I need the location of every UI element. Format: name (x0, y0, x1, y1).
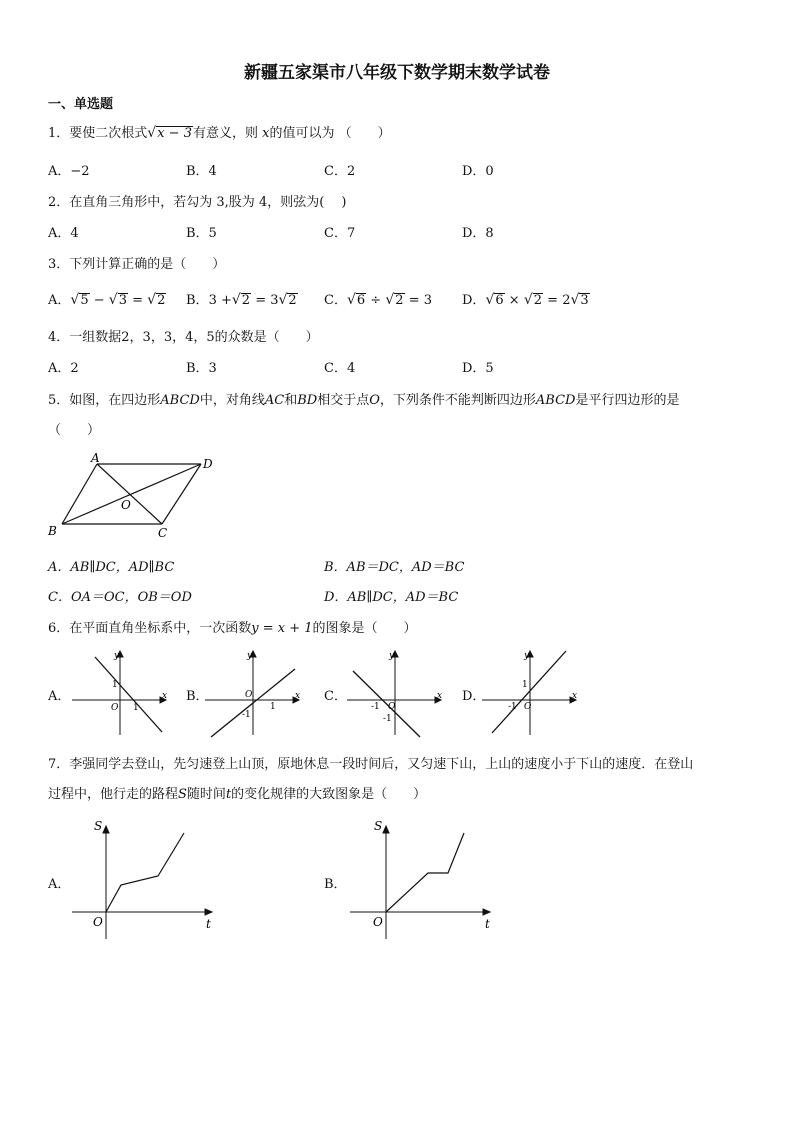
q5-option-b[interactable]: B．AB＝DC，AD＝BC (324, 560, 465, 575)
q1-radicand: x − 3 (157, 126, 192, 141)
tick-label-x: 1 (133, 703, 139, 713)
s-axis-arrow-icon (103, 826, 109, 833)
q6-option-d-label[interactable]: D． (462, 689, 486, 704)
q1-prefix: 1．要使二次根式 (48, 126, 148, 141)
t-axis-arrow-icon (483, 909, 490, 915)
q6-option-b-label[interactable]: B． (186, 689, 209, 704)
t-axis-label: t (206, 917, 211, 931)
s-axis-arrow-icon (383, 826, 389, 833)
q1-option-d[interactable]: D．0 (462, 164, 494, 179)
q2-option-c[interactable]: C．7 (324, 226, 356, 241)
option-label: C． (324, 293, 347, 308)
radicand: 6 (495, 293, 504, 308)
q5-option-c[interactable]: C．OA＝OC，OB＝OD (48, 590, 192, 605)
q6-graph-d[interactable] (480, 647, 580, 737)
sqrt-icon: √ (346, 292, 356, 308)
sqrt-icon: √ (570, 292, 580, 308)
question-6 (48, 617, 417, 636)
label-d: D (203, 457, 213, 471)
sqrt-icon: √ (108, 292, 118, 308)
q1-suffix-a: 有意义，则 (192, 126, 258, 141)
q1-var: x (262, 126, 270, 141)
q6-function: y = x + 1 (251, 621, 313, 636)
function-line (353, 671, 420, 737)
function-line (492, 651, 566, 733)
q6-option-c-label[interactable]: C． (324, 689, 347, 704)
q7-s: S (178, 787, 187, 802)
distance-time-curve (386, 833, 464, 912)
sqrt-icon: √ (147, 125, 157, 141)
radicand: 2 (395, 293, 404, 308)
origin-label: O (388, 702, 396, 712)
q5-text: 是平行四边形的是 (575, 393, 680, 408)
question-2: 2．在直角三角形中，若勾为 3,股为 4，则弦为( ) (48, 195, 347, 210)
page-title: 新疆五家渠市八年级下数学期末数学试卷 (244, 63, 550, 83)
q5-quad: ABCD (535, 393, 576, 408)
radicand: 2 (288, 293, 297, 308)
label-a: A (91, 451, 100, 465)
diagonal-bd (62, 464, 201, 524)
tick-label-x: -1 (371, 702, 380, 712)
question-3: 3．下列计算正确的是（ ） (48, 257, 226, 272)
q7-graph-a[interactable] (88, 815, 218, 933)
q5-text: 相交于点 (317, 393, 370, 408)
q1-suffix-b: 的值可以为 （ ） (269, 126, 391, 141)
operator: ÷ (370, 293, 382, 308)
diagonal-ac (97, 464, 162, 524)
q2-option-d[interactable]: D．8 (462, 226, 494, 241)
question-1 (48, 122, 391, 141)
q6-graph-a[interactable] (70, 647, 170, 737)
option-label: D． (462, 293, 486, 308)
q7-option-b-label[interactable]: B． (324, 877, 347, 892)
q3-option-c[interactable] (324, 289, 432, 308)
q7-t: t (225, 787, 232, 802)
q2-option-b[interactable]: B．5 (186, 226, 217, 241)
q6-text: 的图象是（ ） (312, 621, 417, 636)
operator: − (93, 293, 105, 308)
q5-option-d[interactable]: D．AB∥DC，AD＝BC (324, 590, 459, 605)
q4-option-b[interactable]: B．3 (186, 361, 217, 376)
label-c: C (158, 526, 168, 540)
q7-graph-b[interactable] (368, 815, 498, 933)
question-7-line-2 (48, 783, 426, 802)
parallelogram-figure (40, 448, 230, 543)
radicand: 5 (80, 293, 89, 308)
q4-option-d[interactable]: D．5 (462, 361, 494, 376)
q5-o: O (369, 393, 380, 408)
x-label: x (572, 691, 578, 701)
equals: = 3 (408, 293, 432, 308)
function-line (95, 657, 162, 732)
sqrt-icon: √ (231, 292, 241, 308)
option-label: B． (186, 293, 209, 308)
q7-option-a-label[interactable]: A． (48, 877, 71, 892)
question-7-line-1: 7．李强同学去登山，先匀速登上山顶，原地休息一段时间后，又匀速下山，上山的速度小于下山的速度．在登山 (48, 757, 694, 772)
side-ab (62, 464, 97, 524)
label-b: B (48, 524, 57, 538)
s-axis-label: S (374, 819, 383, 833)
sqrt-icon: √ (385, 292, 395, 308)
q3-option-d[interactable] (462, 289, 590, 308)
q5-paren: （ ） (48, 423, 101, 438)
radicand: 3 (580, 293, 589, 308)
q5-text: ，下列条件不能判断四边形 (379, 393, 536, 408)
origin-label: O (111, 703, 119, 713)
radicand: 3 (118, 293, 127, 308)
section-heading: 一、单选题 (48, 97, 114, 112)
x-label: x (437, 691, 443, 701)
q5-option-a[interactable]: A．AB∥DC，AD∥BC (48, 560, 175, 575)
tick-label-y: 1 (522, 680, 528, 690)
label-o: O (121, 498, 131, 512)
x-label: x (162, 691, 168, 701)
t-axis-label: t (485, 917, 490, 931)
radicand: 6 (356, 293, 366, 308)
s-axis-label: S (94, 819, 103, 833)
q1-option-b[interactable]: B．4 (186, 164, 217, 179)
q3-option-b[interactable] (186, 289, 298, 308)
equals: = 3 (255, 293, 279, 308)
equals: = (132, 293, 144, 308)
q4-option-c[interactable]: C．4 (324, 361, 356, 376)
sqrt-icon: √ (70, 292, 80, 308)
question-4: 4．一组数据2，3，3，4，5的众数是（ ） (48, 330, 319, 345)
sqrt-icon: √ (278, 292, 288, 308)
q3-option-a[interactable] (48, 289, 166, 308)
q6-graph-b[interactable] (203, 647, 303, 737)
q5-text: 5．如图，在四边形 (48, 393, 161, 408)
y-label: y (114, 651, 120, 661)
q4-option-a[interactable]: A．2 (48, 361, 79, 376)
sqrt-icon: √ (523, 292, 533, 308)
radicand: 2 (241, 293, 251, 308)
tick-label-x: 1 (270, 702, 276, 712)
q7-text: 随时间 (186, 787, 226, 802)
tick-label-y: 1 (112, 680, 118, 690)
sqrt-icon: √ (147, 292, 157, 308)
y-label: y (524, 651, 530, 661)
tick-label-y: -1 (383, 714, 392, 724)
q6-text: 6．在平面直角坐标系中，一次函数 (48, 621, 252, 636)
origin-label: O (524, 702, 532, 712)
radicand: 2 (533, 293, 543, 308)
q1-option-c[interactable]: C．2 (324, 164, 356, 179)
q5-bd: BD (297, 393, 318, 408)
q1-option-a[interactable]: A．−2 (48, 164, 90, 179)
origin-label: O (373, 915, 383, 929)
sqrt-icon: √ (485, 292, 495, 308)
radicand: 2 (157, 293, 166, 308)
q7-text: 的变化规律的大致图象是（ ） (231, 787, 427, 802)
q2-option-a[interactable]: A．4 (48, 226, 79, 241)
origin-label: O (245, 690, 253, 700)
q7-text: 过程中，他行走的路程 (48, 787, 179, 802)
q5-ac: AC (264, 393, 285, 408)
y-label: y (389, 651, 395, 661)
q6-graph-c[interactable] (345, 647, 445, 737)
y-label: y (247, 651, 253, 661)
q6-option-a-label[interactable]: A． (48, 689, 71, 704)
option-label: A． (48, 293, 71, 308)
term: 3 + (208, 293, 232, 308)
equals: = 2 (547, 293, 571, 308)
q5-text: 和 (284, 393, 298, 408)
tick-label-x: -1 (508, 702, 517, 712)
x-label: x (295, 691, 301, 701)
origin-label: O (93, 915, 103, 929)
operator: × (508, 293, 520, 308)
question-5 (48, 389, 679, 408)
q5-quad: ABCD (160, 393, 200, 408)
t-axis-arrow-icon (205, 909, 212, 915)
distance-time-curve (106, 833, 184, 912)
q5-text: 中，对角线 (199, 393, 265, 408)
tick-label-y: -1 (242, 710, 251, 720)
